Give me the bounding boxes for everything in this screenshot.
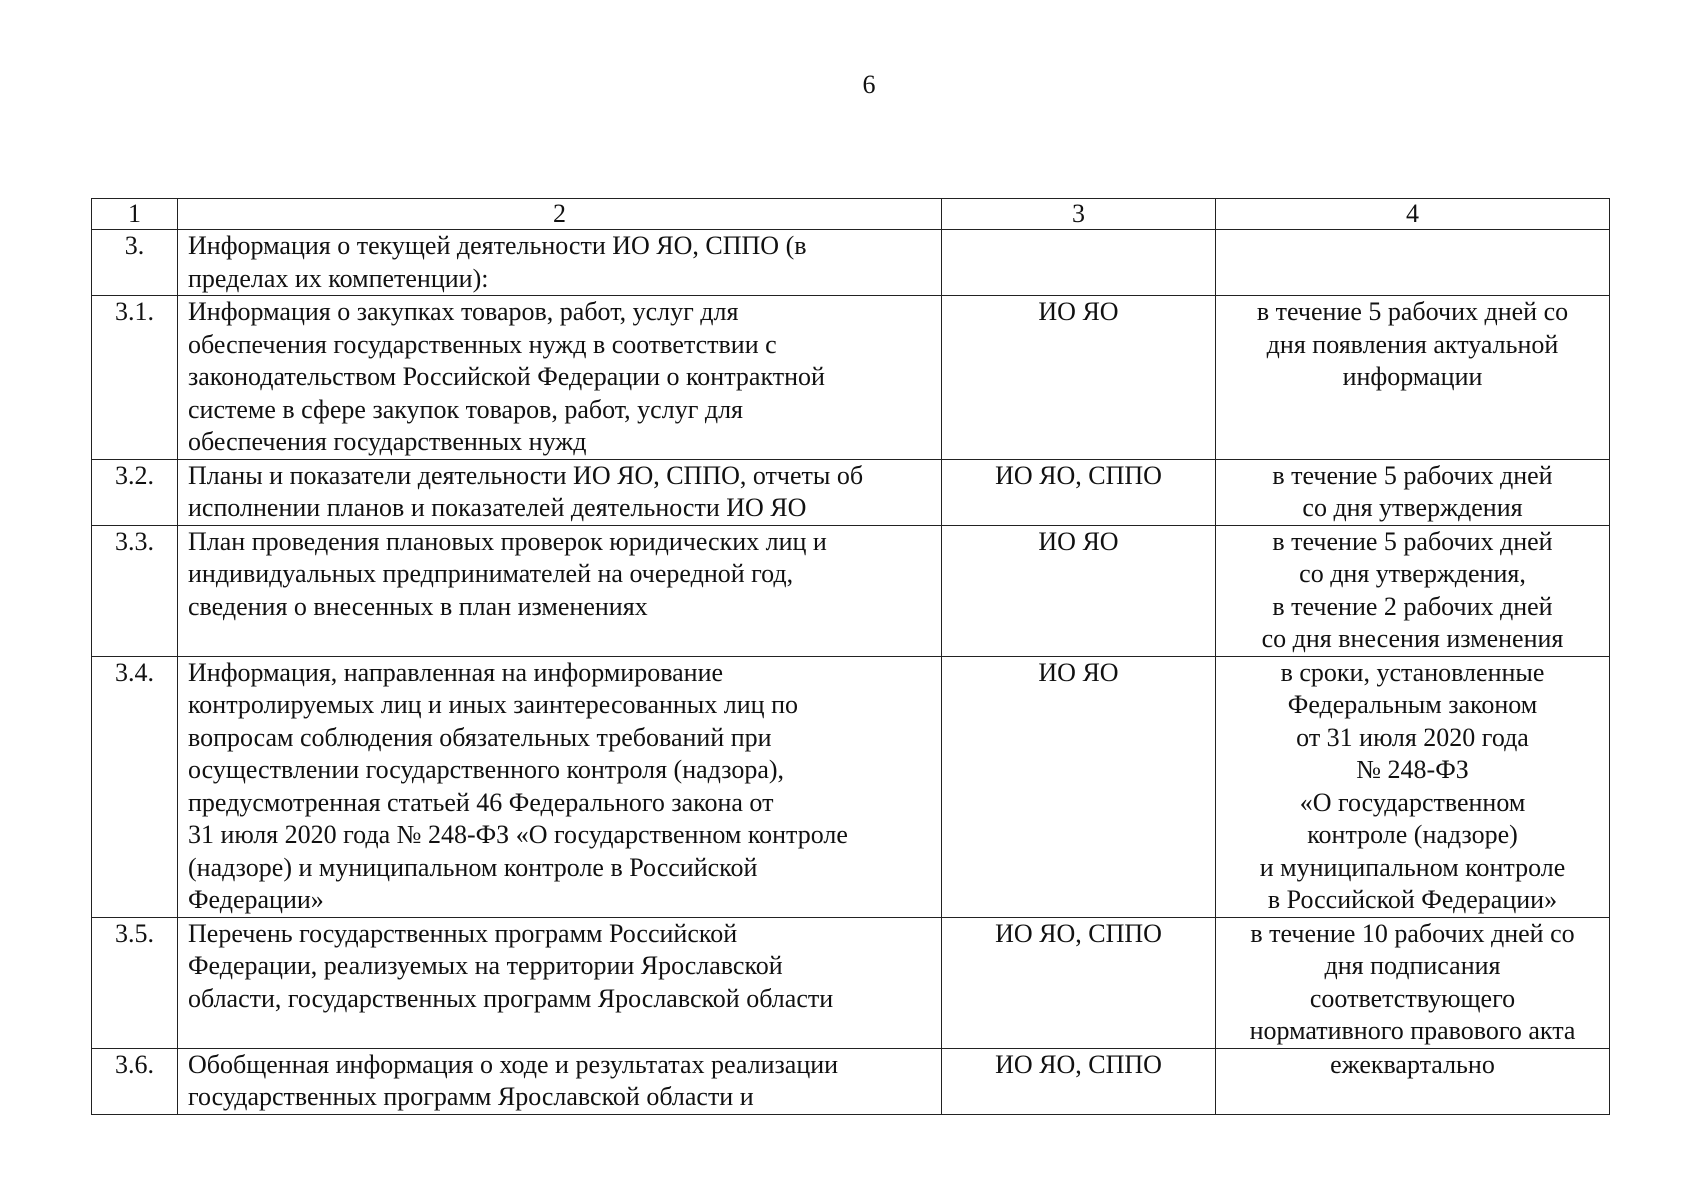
row-description: Планы и показатели деятельности ИО ЯО, СППО, отчеты об исполнении планов и показателей деятельности ИО ЯО bbox=[178, 459, 942, 525]
row-number: 3.5. bbox=[92, 917, 178, 1048]
header-cell-4: 4 bbox=[1216, 199, 1610, 230]
row-deadline: ежеквартально bbox=[1216, 1048, 1610, 1114]
row-deadline: в течение 5 рабочих дней со дня утверждения, в течение 2 рабочих дней со дня внесения изменения bbox=[1216, 525, 1610, 656]
row-description: План проведения плановых проверок юридических лиц и индивидуальных предпринимателей на очередной год, сведения о внесенных в план изменениях bbox=[178, 525, 942, 656]
table-row bbox=[92, 296, 1610, 460]
page-number: 6 bbox=[862, 70, 876, 99]
row-responsible bbox=[942, 230, 1216, 296]
row-description: Перечень государственных программ Российской Федерации, реализуемых на территории Ярославской области, государственных программ Ярославской области bbox=[178, 917, 942, 1048]
row-description: Обобщенная информация о ходе и результатах реализации государственных программ Ярославской области и bbox=[178, 1048, 942, 1114]
row-responsible: ИО ЯО, СППО bbox=[942, 917, 1216, 1048]
row-deadline bbox=[1216, 230, 1610, 296]
header-cell-3: 3 bbox=[942, 199, 1216, 230]
row-number: 3.4. bbox=[92, 656, 178, 917]
row-responsible: ИО ЯО bbox=[942, 656, 1216, 917]
table-row bbox=[92, 1048, 1610, 1114]
header-cell-1: 1 bbox=[92, 199, 178, 230]
row-responsible: ИО ЯО bbox=[942, 525, 1216, 656]
row-responsible: ИО ЯО, СППО bbox=[942, 1048, 1216, 1114]
row-number: 3.6. bbox=[92, 1048, 178, 1114]
table-row bbox=[92, 230, 1610, 296]
row-description: Информация о текущей деятельности ИО ЯО, СППО (в пределах их компетенции): bbox=[178, 230, 942, 296]
row-deadline: в сроки, установленные Федеральным законом от 31 июля 2020 года № 248-ФЗ «О государственном контроле (надзоре) и муниципальном контроле в Российской Федерации» bbox=[1216, 656, 1610, 917]
table-row bbox=[92, 525, 1610, 656]
table-row bbox=[92, 917, 1610, 1048]
row-deadline: в течение 5 рабочих дней со дня утверждения bbox=[1216, 459, 1610, 525]
row-number: 3.1. bbox=[92, 296, 178, 460]
row-number: 3.3. bbox=[92, 525, 178, 656]
table-header-row bbox=[92, 199, 1610, 230]
disclosure-table bbox=[91, 198, 1610, 1115]
row-description: Информация о закупках товаров, работ, услуг для обеспечения государственных нужд в соответствии с законодательством Российской Федерации о контрактной системе в сфере закупок товаров, работ, услуг для обеспечения государственных нужд bbox=[178, 296, 942, 460]
row-number: 3.2. bbox=[92, 459, 178, 525]
header-cell-2: 2 bbox=[178, 199, 942, 230]
row-deadline: в течение 5 рабочих дней со дня появления актуальной информации bbox=[1216, 296, 1610, 460]
row-deadline: в течение 10 рабочих дней со дня подписания соответствующего нормативного правового акта bbox=[1216, 917, 1610, 1048]
row-responsible: ИО ЯО bbox=[942, 296, 1216, 460]
row-responsible: ИО ЯО, СППО bbox=[942, 459, 1216, 525]
row-description: Информация, направленная на информирование контролируемых лиц и иных заинтересованных лиц по вопросам соблюдения обязательных требований при осуществлении государственного контроля (надзора), предусмотренная статьей 46 Федерального закона от 31 июля 2020 года № 248-ФЗ «О государственном контроле (надзоре) и муниципальном контроле в Российской Федерации» bbox=[178, 656, 942, 917]
row-number: 3. bbox=[92, 230, 178, 296]
table-row bbox=[92, 459, 1610, 525]
table-row bbox=[92, 656, 1610, 917]
